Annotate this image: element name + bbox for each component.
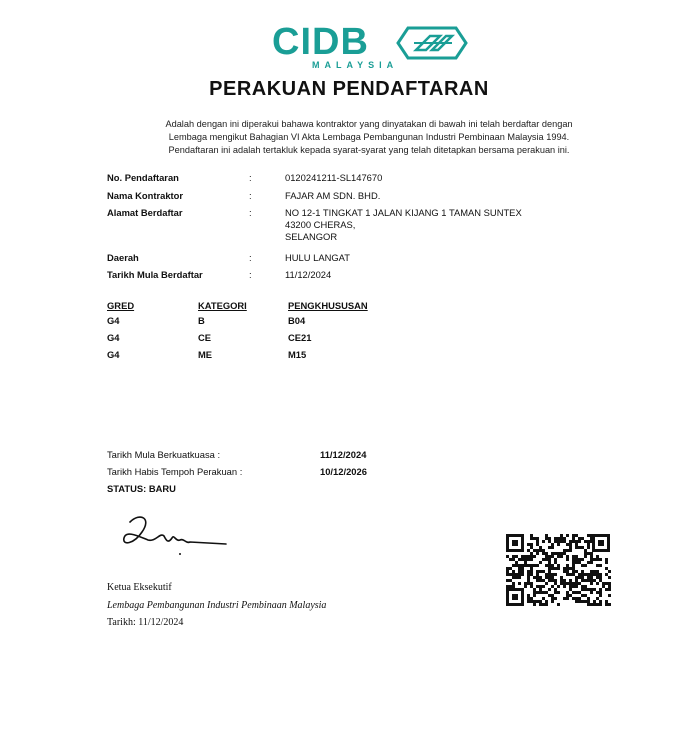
header-pengkhususan: PENGKHUSUSAN — [288, 300, 368, 311]
colon: : — [249, 269, 252, 280]
cell-gred: G4 — [107, 332, 120, 343]
address-line: NO 12-1 TINGKAT 1 JALAN KIJANG 1 TAMAN SUNTEX — [285, 207, 522, 218]
cell-gred: G4 — [107, 315, 120, 326]
label-nama-kontraktor: Nama Kontraktor — [107, 190, 184, 201]
signatory-organisation: Lembaga Pembangunan Industri Pembinaan Malaysia — [107, 600, 327, 611]
intro-line: Lembaga mengikut Bahagian VI Akta Lembaga Pembangunan Industri Pembinaan Malaysia 1994. — [168, 132, 570, 142]
qr-code — [504, 532, 612, 608]
logo-name: CIDB — [272, 21, 369, 63]
value-tarikh-mula: 11/12/2024 — [285, 269, 332, 280]
cell-gred: G4 — [107, 349, 120, 360]
label-daerah: Daerah — [107, 252, 139, 263]
address-line: 43200 CHERAS, — [285, 219, 356, 230]
logo-subtitle: MALAYSIA — [312, 60, 399, 70]
signatory-date: Tarikh: 11/12/2024 — [107, 617, 184, 628]
cell-pengkhususan: CE21 — [288, 332, 312, 343]
value-habis-tempoh: 10/12/2026 — [320, 466, 367, 477]
signatory-title: Ketua Eksekutif — [107, 582, 172, 593]
intro-paragraph — [104, 118, 634, 157]
value-daerah: HULU LANGAT — [285, 252, 350, 263]
label-mula-berkuatkuasa: Tarikh Mula Berkuatkuasa : — [107, 449, 221, 460]
cidb-logo — [272, 22, 472, 74]
address-line: SELANGOR — [285, 231, 338, 242]
page-title: PERAKUAN PENDAFTARAN — [209, 78, 489, 100]
header-gred: GRED — [107, 300, 135, 311]
colon: : — [249, 190, 252, 201]
signature-image — [118, 510, 230, 558]
label-no-pendaftaran: No. Pendaftaran — [107, 172, 179, 183]
label-alamat: Alamat Berdaftar — [107, 207, 183, 218]
value-nama-kontraktor: FAJAR AM SDN. BHD. — [285, 190, 381, 201]
cidb-emblem-icon — [396, 26, 468, 60]
cell-kategori: CE — [198, 332, 212, 343]
value-alamat — [285, 207, 522, 243]
cell-pengkhususan: M15 — [288, 349, 307, 360]
header-kategori: KATEGORI — [198, 300, 247, 311]
cell-kategori: ME — [198, 349, 213, 360]
intro-line: Pendaftaran ini adalah tertakluk kepada syarat-syarat yang telah ditetapkan bersama perakuan ini. — [168, 145, 570, 155]
colon: : — [249, 207, 252, 218]
value-no-pendaftaran: 0120241211-SL147670 — [285, 172, 383, 183]
label-tarikh-mula: Tarikh Mula Berdaftar — [107, 269, 203, 280]
colon: : — [249, 252, 252, 263]
label-habis-tempoh: Tarikh Habis Tempoh Perakuan : — [107, 466, 243, 477]
cell-pengkhususan: B04 — [288, 315, 306, 326]
intro-line: Adalah dengan ini diperakui bahawa kontraktor yang dinyatakan di bawah ini telah berdaftar dengan — [165, 119, 573, 129]
value-mula-berkuatkuasa: 11/12/2024 — [320, 449, 367, 460]
status-text: STATUS: BARU — [107, 483, 176, 494]
colon: : — [249, 172, 252, 183]
cell-kategori: B — [198, 315, 205, 326]
